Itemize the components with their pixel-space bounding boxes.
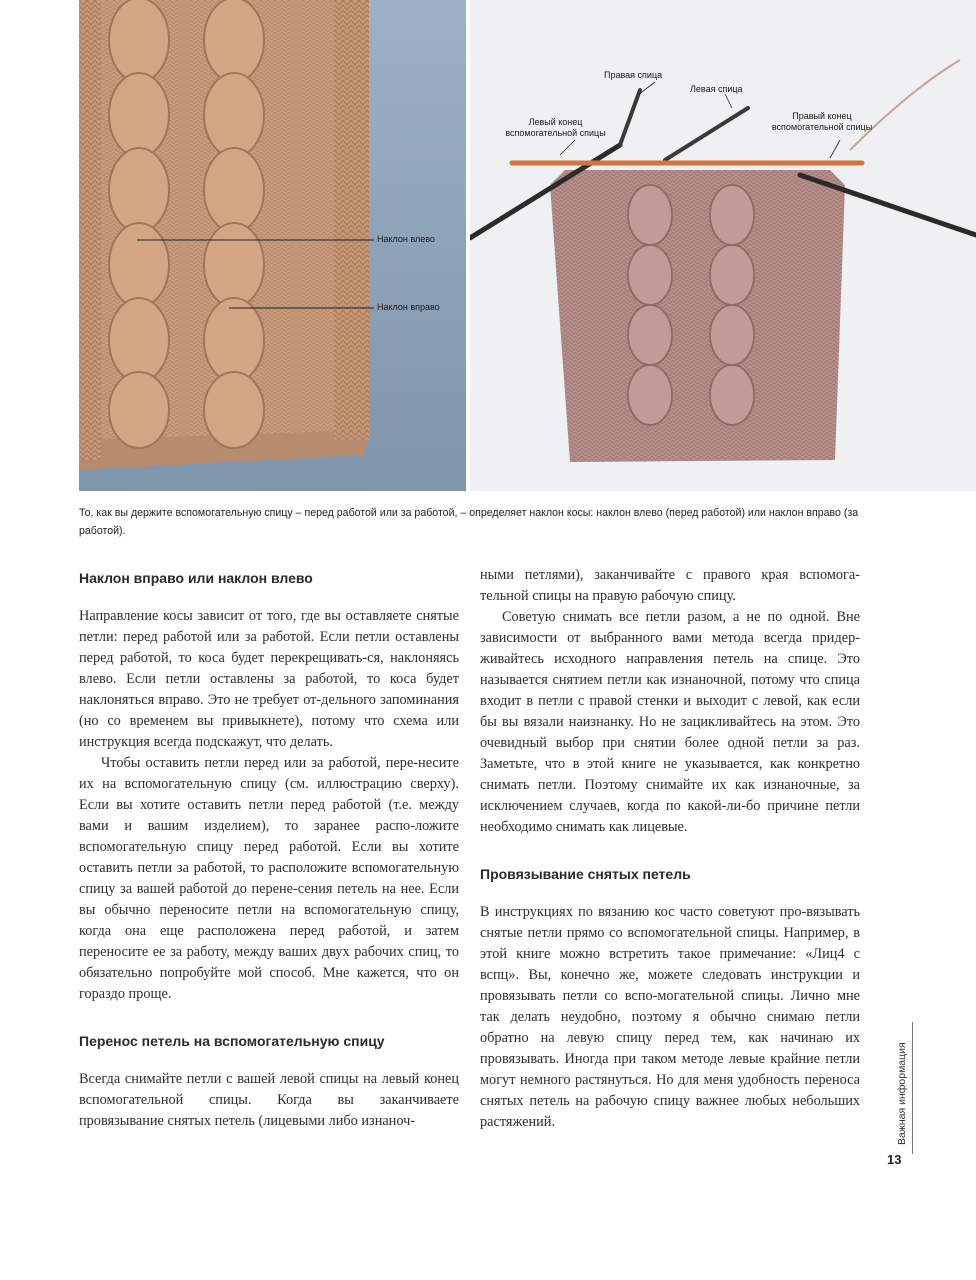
knit-illustration-left [79, 0, 466, 491]
label-lean-right: Наклон вправо [377, 302, 440, 312]
text-column-left [79, 565, 459, 1132]
cable-knit-photo-right [470, 0, 976, 491]
cable-knit-photo-left [79, 0, 466, 491]
paragraph-transfer-advice: Советую снимать все петли разом, а не по одной. Вне зависимости от выбранного вами метода всегда придер-живайтесь исходного направления петель на спице. Это называется снятием петли как изнаночной, потому что спица входит в петли с правой стенки и выходит с левой, как если бы вы вязали наизнанку. Но не зацикливайтесь на этом. Это очевидный выбор при снятии более одной петли за раз. Заметьте, что в этой книге не указывается, как конкретно снимать петли. Поэтому снимайте их как изнаночные, за исключением случаев, когда по какой-ли-бо причине петли необходимо снимать как лицевые. [480, 609, 860, 835]
paragraph-lean-1: Направление косы зависит от того, где вы оставляете снятые петли: перед работой или за работой. Если петли оставлены перед работой, то коса будет перекрещивать-ся, наклоняясь влево. Если петли оставлены за работой, то коса будет наклоняться вправо. Это не требует от-дельного запоминания (но со временем вы привыкнете), потому что схема или инструкция всегда подскажут, что делать. [79, 608, 459, 750]
label-right-needle: Правая спица [604, 70, 663, 80]
paragraph-lean-2: Чтобы оставить петли перед или за работой, пере-несите их на вспомогательную спицу (см. иллюстрацию сверху). Если вы хотите оставить петли перед работой (т.е. между вами и вашим изделием), то заранее распо-ложите вспомогательную спицу перед работой. Если вы хотите оставить петли за работой, то расположите вспомогательную спицу за вашей работой до перене-сения петель на нее. Если вы обычно переносите петли на вспомогательную спицу, когда она еще расположена перед работой, и затем переносите ее за работу, между ваших двух рабочих спиц, то обязательно попробуйте мой способ. Мне кажется, что он гораздо проще. [79, 755, 459, 1002]
section-title-transfer: Перенос петель на вспомогательную спицу [79, 1033, 385, 1049]
label-lean-left: Наклон влево [377, 234, 435, 244]
label-left-needle: Левая спица [690, 84, 743, 94]
page-number: 13 [887, 1152, 902, 1167]
label-cable-left-end-line1: Левый конец [528, 117, 583, 127]
section-title-knitting: Провязывание снятых петель [480, 866, 691, 882]
label-cable-right-end-line2: вспомогательной спицы [771, 122, 873, 132]
label-cable-left-end-line2: вспомогательной спицы [505, 128, 606, 138]
side-tab-rule [912, 1022, 913, 1154]
side-tab-label: Важная информация [896, 1042, 908, 1145]
paragraph-transfer-cont: ными петлями), заканчивайте с правого края вспомога-тельной спицы на правую рабочую спицу. [480, 567, 860, 604]
knit-illustration-right [470, 0, 976, 491]
text-column-right [480, 565, 860, 1133]
label-cable-right-end-line1: Правый конец [792, 111, 852, 121]
label-cable-left-end [498, 117, 613, 139]
photo-caption: То, как вы держите вспомогательную спицу – перед работой или за работой, – определяет наклон косы: наклон влево (перед работой) или наклон вправо (за работой). [79, 507, 859, 537]
paragraph-transfer-1: Всегда снимайте петли с вашей левой спицы на левый конец вспомогательной спицы. Когда вы заканчиваете провязывание снятых петель (лицевыми либо изнаноч- [79, 1071, 459, 1129]
section-title-lean: Наклон вправо или наклон влево [79, 570, 313, 586]
paragraph-knitting-1: В инструкциях по вязанию кос часто советуют про-вязывать снятые петли прямо со вспомогательной спицы. Например, в этой книге можно встретить такое примечание: «Лиц4 с вспц». Вы, конечно же, можете следовать инструкции и провязывать петли со вспо-могательной спицы. Лично мне так делать неудобно, поэтому я обычно снимаю петли обратно на левую спицу перед тем, как начинаю их провязывать. Иногда при таком методе левые крайние петли могут немного растянуться. Но для меня удобность переноса снятых петель на рабочую спицу важнее любых небольших растяжений. [480, 904, 860, 1130]
label-cable-right-end [762, 111, 882, 133]
